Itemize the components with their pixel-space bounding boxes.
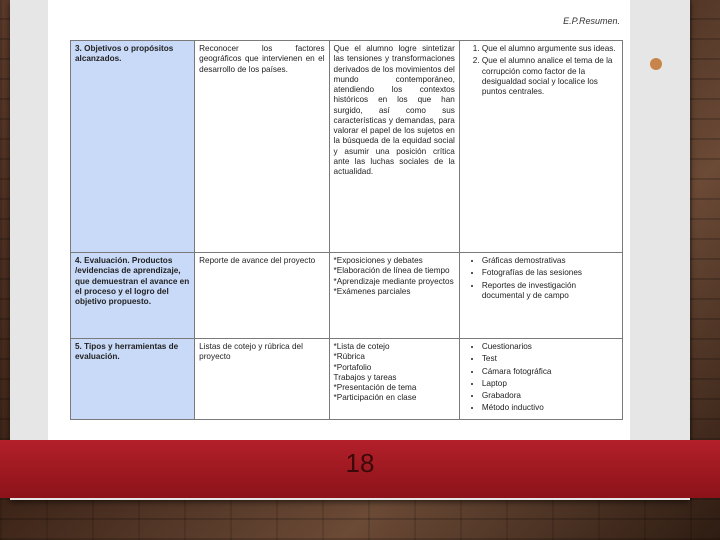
list-item: • Cámara fotográfica (482, 367, 618, 377)
row-heading: 3. Objetivos o propósitos alcanzados. (71, 41, 195, 253)
list-item: • Fotografías de las sesiones (482, 268, 618, 278)
table-cell (329, 253, 459, 339)
table-cell (459, 339, 622, 420)
table-cell: Que el alumno logre sintetizar las tensiones y transformaciones derivados de los movimientos del mundo contemporáneo, atendiendo los contextos históricos en los que han surgido, así como sus características y demandas, para valorar el papel de los sujetos en la búsqueda de la equidad social y asumir una posición crítica ante las luchas sociales de la actualidad. (329, 41, 459, 253)
list-item: • Reportes de investigación documental y de campo (482, 281, 618, 302)
decorative-dot (650, 58, 662, 70)
list-item: 2. Que el alumno analice el tema de la corrupción como factor de la desigualdad social y localice los puntos centrales. (482, 56, 618, 97)
cell-line: *Exámenes parciales (333, 286, 411, 296)
cell-line: *Portafolio (333, 362, 372, 372)
cell-line: *Aprendizaje mediante proyectos (333, 276, 454, 286)
cell-line: Trabajos y tareas (333, 372, 397, 382)
list-item: 1. Que el alumno argumente sus ideas. (482, 44, 618, 54)
table-cell: Reporte de avance del proyecto (195, 253, 329, 339)
row-heading: 5. Tipos y herramientas de evaluación. (71, 339, 195, 420)
table-cell: Reconocer los factores geográficos que intervienen en el desarrollo de los países. (195, 41, 329, 253)
bullet-list (464, 256, 618, 301)
list-item: • Cuestionarios (482, 342, 618, 352)
list-item: • Laptop (482, 379, 618, 389)
cell-line: *Exposiciones y debates (333, 256, 423, 265)
list-item: • Gráficas demostrativas (482, 256, 618, 266)
table-cell (459, 41, 622, 253)
cell-line: *Lista de cotejo (333, 342, 390, 351)
table-cell: Listas de cotejo y rúbrica del proyecto (195, 339, 329, 420)
table-cell (459, 253, 622, 339)
list-item: • Test (482, 354, 618, 364)
document-header: E.P.Resumen. (563, 16, 620, 26)
list-item: • Grabadora (482, 391, 618, 401)
row-heading: 4. Evaluación. Productos /evidencias de aprendizaje, que demuestran el avance en el proceso y el logro del objetivo propuesto. (71, 253, 195, 339)
cell-line: *Participación en clase (333, 393, 417, 403)
table-cell (329, 339, 459, 420)
page-number: 18 (345, 448, 375, 478)
numbered-list (464, 44, 618, 97)
document-page (48, 0, 630, 440)
list-item: • Método inductivo (482, 403, 618, 413)
bullet-list (464, 342, 618, 414)
cell-line: *Presentación de tema (333, 383, 417, 392)
table-row (71, 41, 623, 253)
cell-line: *Elaboración de línea de tiempo (333, 266, 450, 276)
planning-table (70, 40, 623, 420)
table-row (71, 339, 623, 420)
cell-line: *Rúbrica (333, 352, 365, 362)
table-row (71, 253, 623, 339)
